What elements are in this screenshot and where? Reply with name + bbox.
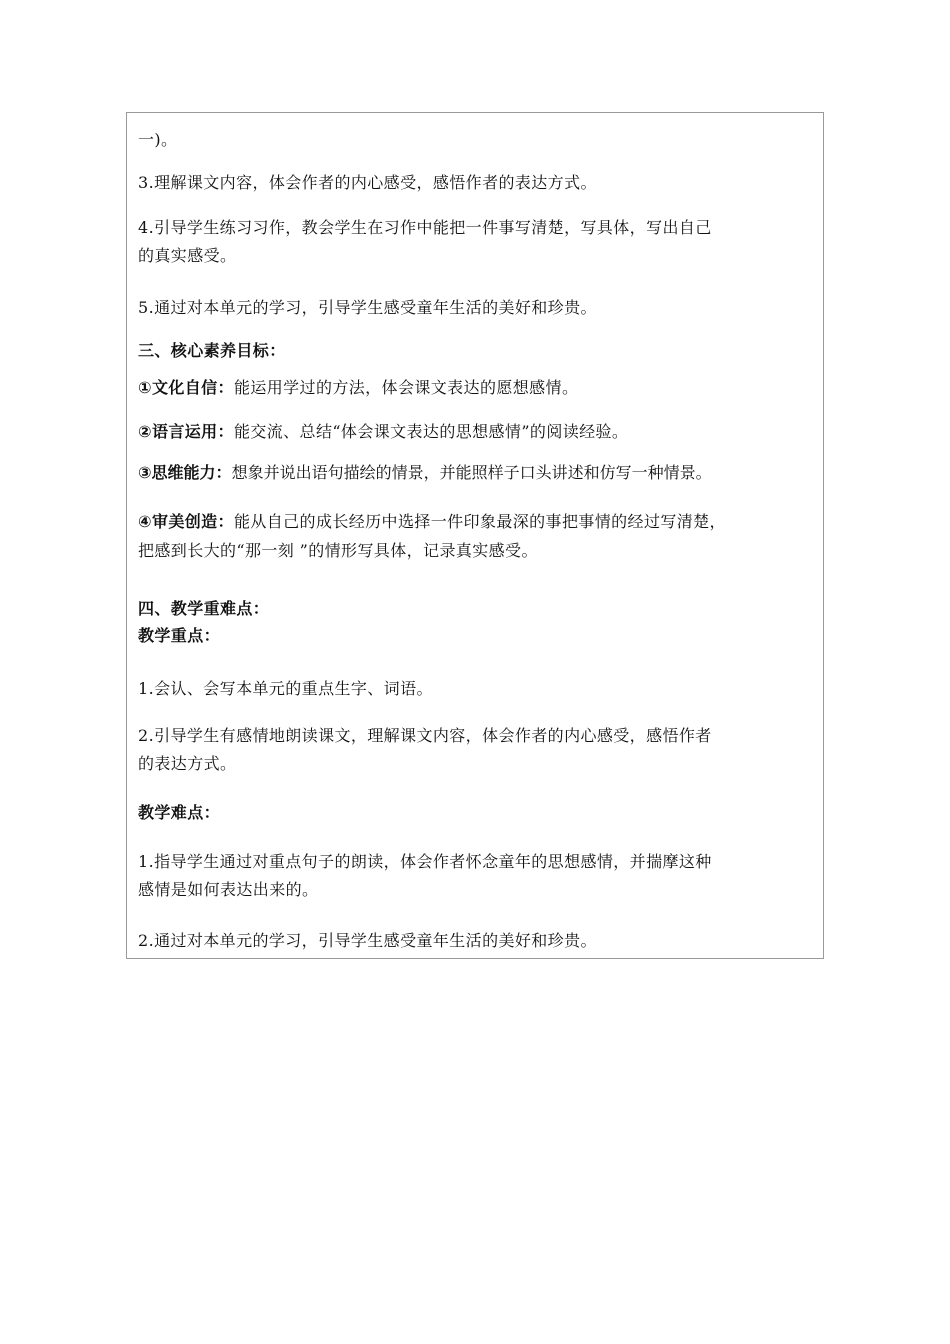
- core-item-label: ④审美创造：: [138, 512, 234, 531]
- focus-item-2-line2: 的表达方式。: [138, 754, 237, 773]
- core-item-culture: [138, 374, 578, 402]
- core-item-aesthetic: [138, 508, 726, 536]
- objective-item-5: 5.通过对本单元的学习，引导学生感受童年生活的美好和珍贵。: [138, 298, 597, 317]
- core-item-label: ②语言运用：: [138, 422, 234, 441]
- objective-item-3: 3.理解课文内容，体会作者的内心感受，感悟作者的表达方式。: [138, 173, 597, 192]
- core-item-label: ①文化自信：: [138, 378, 234, 397]
- core-literacy-heading: 三、核心素养目标：: [138, 341, 286, 360]
- difficulty-item-1-line2: 感情是如何表达出来的。: [138, 880, 319, 899]
- difficulty-item-2: 2.通过对本单元的学习，引导学生感受童年生活的美好和珍贵。: [138, 931, 597, 950]
- core-item-text: 能运用学过的方法，体会课文表达的愿想感情。: [233, 378, 579, 397]
- core-item-text: 想象并说出语句描绘的情景，并能照样子口头讲述和仿写一种情景。: [231, 463, 712, 482]
- focus-item-2-line1: 2.引导学生有感情地朗读课文，理解课文内容，体会作者的内心感受，感悟作者: [138, 726, 712, 745]
- focus-heading: 教学重点：: [138, 626, 221, 645]
- objective-item-4-line2: 的真实感受。: [138, 246, 237, 265]
- core-item-aesthetic-line2: 把感到长大的“那一刻 ”的情形写具体，记录真实感受。: [138, 541, 538, 560]
- core-item-language: [138, 418, 628, 446]
- difficulty-heading: 教学难点：: [138, 803, 221, 822]
- keypoints-heading: 四、教学重难点：: [138, 599, 270, 618]
- core-item-label: ③思维能力：: [138, 463, 232, 482]
- objective-item-4-line1: 4.引导学生练习习作，教会学生在习作中能把一件事写清楚，写具体，写出自己: [138, 218, 712, 237]
- core-item-text: 能交流、总结“体会课文表达的思想感情”的阅读经验。: [233, 422, 629, 441]
- objective-continuation: 一)。: [138, 130, 178, 149]
- core-item-thinking: [138, 459, 712, 487]
- focus-item-1: 1.会认、会写本单元的重点生字、词语。: [138, 679, 433, 698]
- difficulty-item-1-line1: 1.指导学生通过对重点句子的朗读，体会作者怀念童年的思想感情，并揣摩这种: [138, 852, 712, 871]
- core-item-text: 能从自己的成长经历中选择一件印象最深的事把事情的经过写清楚，: [233, 512, 726, 531]
